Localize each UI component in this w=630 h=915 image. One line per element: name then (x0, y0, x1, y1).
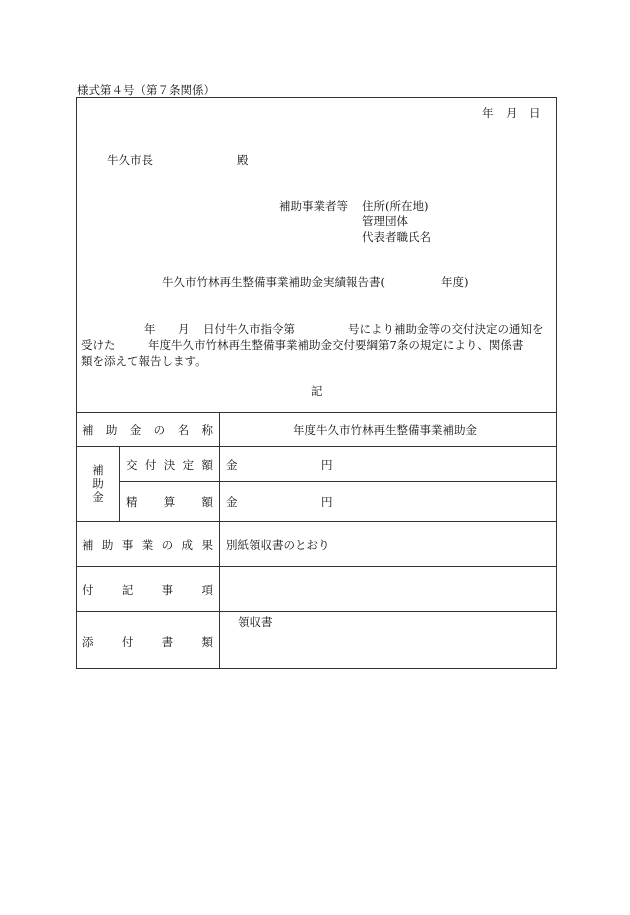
report-title-suffix: 年度) (441, 275, 469, 289)
row-divider (119, 481, 557, 482)
body-year: 年 (144, 322, 156, 336)
settlement-amount-label: 精 算 額 (126, 495, 213, 509)
date-month-label: 月 (506, 106, 518, 120)
body-month: 月 (178, 322, 190, 336)
column-divider (219, 412, 220, 669)
project-results-value: 別紙領収書のとおり (226, 538, 330, 552)
settlement-amount-unit: 円 (321, 495, 333, 509)
group-column-divider (119, 446, 120, 521)
body-line2-start: 受けた (81, 338, 116, 352)
settlement-amount-prefix: 金 (226, 495, 238, 509)
notes-label: 付 記 事 項 (82, 583, 213, 597)
addressee-honorific: 殿 (237, 153, 249, 167)
body-line1-text2: 号により補助金等の交付決定の通知を (348, 322, 544, 336)
body-line1-text: 日付牛久市指令第 (203, 322, 295, 336)
addressee-name: 牛久市長 (107, 153, 153, 167)
attachments-value: 領収書 (238, 615, 273, 629)
body-line2-text: 年度牛久市竹林再生整備事業補助金交付要綱第7条の規定により、関係書 (148, 338, 524, 352)
applicant-org: 管理団体 (362, 214, 408, 228)
grant-decision-amount-prefix: 金 (226, 458, 238, 472)
applicant-label: 補助事業者等 (279, 199, 348, 213)
project-results-label: 補 助 事 業 の 成 果 (82, 538, 213, 552)
grant-decision-amount-unit: 円 (321, 458, 333, 472)
subsidy-group-label: 補助金 (91, 464, 105, 505)
grant-decision-amount-label: 交 付 決 定 額 (126, 458, 213, 472)
row-divider (76, 521, 557, 522)
subsidy-name-value: 年度牛久市竹林再生整備事業補助金 (293, 423, 477, 437)
applicant-representative: 代表者職氏名 (362, 230, 431, 244)
applicant-address: 住所(所在地) (362, 199, 429, 213)
ki-label: 記 (311, 384, 323, 398)
row-divider (76, 566, 557, 567)
date-day-label: 日 (529, 106, 541, 120)
date-year-label: 年 (482, 106, 494, 120)
report-title: 牛久市竹林再生整備事業補助金実績報告書( (162, 275, 385, 289)
row-divider (76, 446, 557, 447)
subsidy-name-label: 補 助 金 の 名 称 (82, 423, 213, 437)
form-number-label: 様式第４号（第７条関係） (77, 83, 215, 97)
table-top-border (76, 412, 557, 413)
attachments-label: 添 付 書 類 (82, 635, 213, 649)
row-divider (76, 611, 557, 612)
body-line3-text: 類を添えて報告します。 (81, 354, 207, 368)
